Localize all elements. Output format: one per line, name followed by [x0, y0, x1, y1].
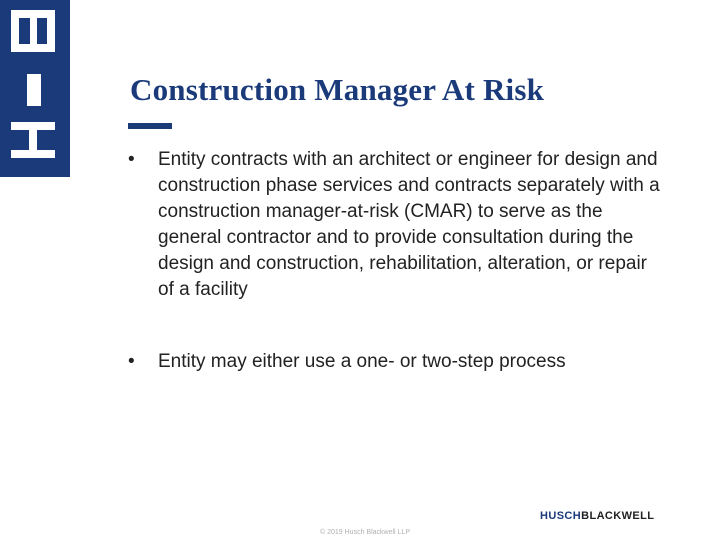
- footer-copyright: © 2019 Husch Blackwell LLP: [320, 529, 410, 536]
- bullet-text: Entity may either use a one- or two-step process: [158, 351, 566, 372]
- title-underline: [128, 123, 172, 129]
- brand-first-word: HUSCH: [540, 510, 582, 522]
- bullet-marker: •: [128, 351, 135, 372]
- bullet-marker: •: [128, 149, 135, 170]
- hb-logo-icon: [0, 0, 70, 177]
- bullet-item: [128, 349, 668, 375]
- bullet-item: [128, 147, 668, 303]
- page-title: Construction Manager At Risk: [130, 72, 545, 107]
- side-logo-band: [0, 0, 70, 177]
- bullet-list: [128, 147, 668, 375]
- bullet-text: Entity contracts with an architect or engineer for design and construction phase services and contracts separately with a construction manager-at-risk (CMAR) to serve as the general contractor and to provide consultation during the design and construction, rehabilitation, alteration, or repair of a facility: [158, 149, 660, 300]
- brand-second-word: BLACKWELL: [581, 510, 655, 522]
- husch-blackwell-logo: [540, 510, 654, 522]
